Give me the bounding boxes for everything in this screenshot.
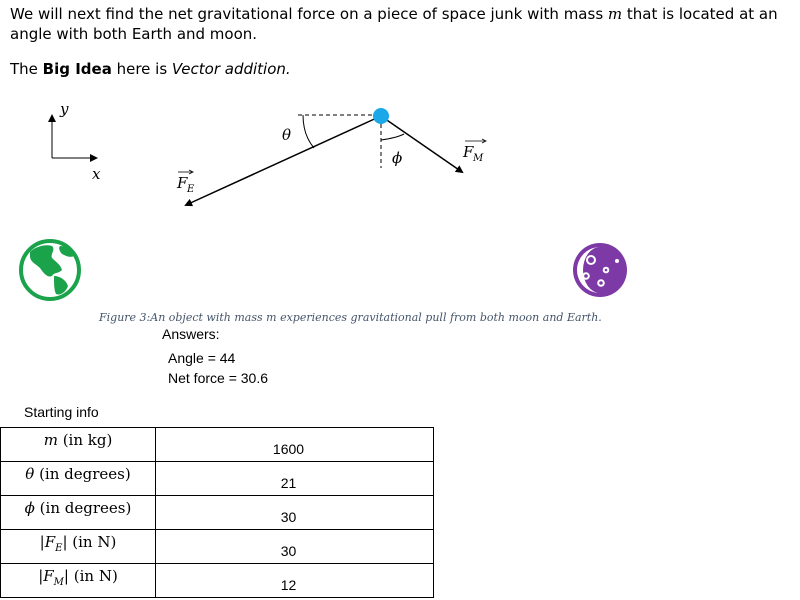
phi-arc [381, 134, 404, 140]
table-row [1, 496, 434, 530]
answer-angle: Angle = 44 [168, 350, 236, 366]
quantity-value: 1600 [156, 428, 434, 462]
quantity-symbol: F [43, 567, 54, 585]
starting-info-title: Starting info [24, 404, 99, 420]
intro-paragraph [10, 4, 790, 44]
big-idea-prefix: The [10, 60, 43, 78]
quantity-value: 12 [156, 564, 434, 598]
quantity-label [1, 530, 156, 564]
quantity-unit: (in N) [67, 533, 117, 551]
table-row [1, 530, 434, 564]
quantity-unit: (in degrees) [34, 465, 131, 483]
force-diagram [0, 90, 800, 310]
x-axis-label: x [92, 165, 101, 183]
quantity-label [1, 428, 156, 462]
fm-label [462, 139, 486, 164]
big-idea-middle: here is [111, 60, 172, 78]
quantity-label [1, 462, 156, 496]
abs-bar-left: | [38, 567, 44, 585]
coordinate-axes [52, 100, 101, 183]
quantity-unit: (in degrees) [34, 499, 132, 517]
quantity-symbol: ϕ [24, 499, 35, 517]
quantity-value: 30 [156, 530, 434, 564]
moon-icon [573, 243, 627, 297]
abs-bar-right: | [63, 567, 69, 585]
answers-title: Answers: [162, 326, 220, 342]
intro-text-a: We will next find the net gravitational force on a piece of space junk with mass [10, 5, 608, 23]
fm-label-letter: F [463, 143, 474, 161]
quantity-unit: (in kg) [57, 431, 113, 449]
quantity-subscript: E [55, 543, 63, 554]
y-axis-label: y [60, 100, 69, 118]
abs-bar-left: | [39, 533, 45, 551]
big-idea-line [10, 59, 291, 79]
quantity-symbol: F [44, 533, 56, 551]
quantity-value: 30 [156, 496, 434, 530]
space-junk-object [373, 108, 389, 124]
quantity-label [1, 564, 156, 598]
answer-net-force: Net force = 30.6 [168, 370, 269, 386]
abs-bar-right: | [62, 533, 68, 551]
quantity-value: 21 [156, 462, 434, 496]
table-row [1, 428, 434, 462]
table-row [1, 564, 434, 598]
big-idea-bold: Big Idea [42, 60, 112, 78]
mass-symbol: m [607, 5, 623, 23]
figure-caption: Figure 3:An object with mass m experiences gravitational pull from both moon and Earth. [99, 311, 602, 324]
intro-text-b: that is located at an angle with both Earth and moon. [10, 5, 778, 43]
phi-label: ϕ [392, 149, 403, 167]
quantity-unit: (in N) [68, 567, 118, 585]
fe-label [176, 170, 195, 195]
starting-info-table [0, 427, 434, 598]
fm-label-sub: M [473, 153, 484, 164]
theta-arc [303, 115, 314, 148]
quantity-symbol: m [43, 431, 58, 449]
big-idea-italic: Vector addition. [171, 60, 291, 78]
earth-icon [21, 241, 79, 299]
fe-label-sub: E [187, 184, 195, 195]
fe-label-letter: F [177, 174, 188, 192]
theta-label: θ [282, 126, 292, 144]
quantity-symbol: θ [25, 465, 35, 483]
quantity-subscript: M [53, 577, 64, 588]
table-row [1, 462, 434, 496]
quantity-label [1, 496, 156, 530]
